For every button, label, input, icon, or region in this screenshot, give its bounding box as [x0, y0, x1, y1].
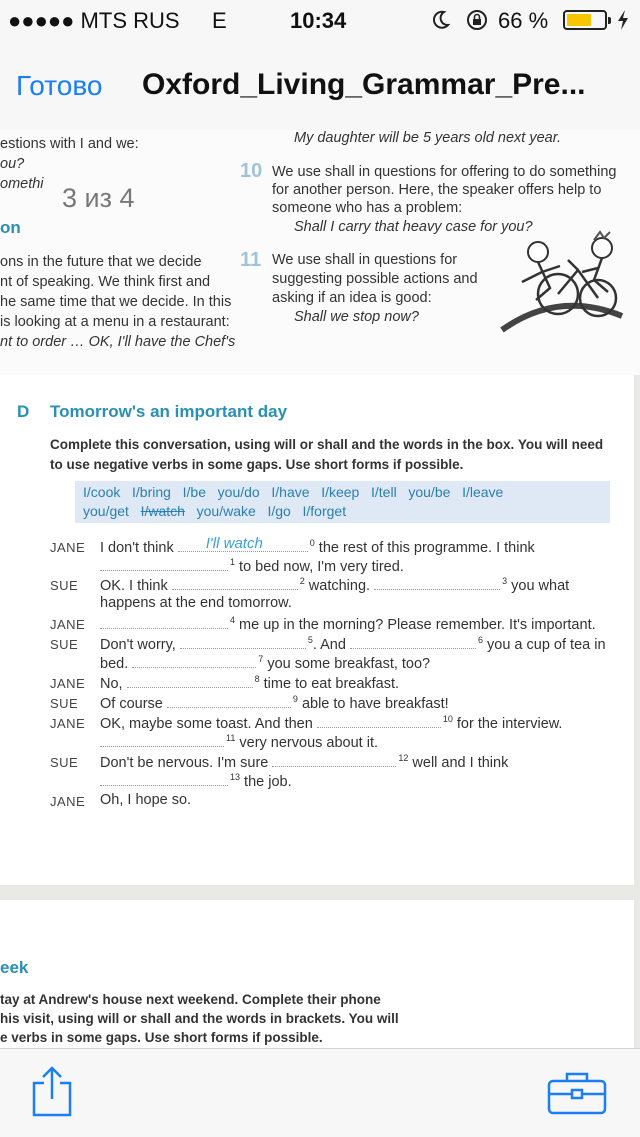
text-line: he same time that we decide. In this	[0, 294, 232, 310]
speaker: JANE	[50, 617, 86, 632]
word-item: I/be	[182, 484, 206, 500]
rule-number: 10	[240, 160, 263, 182]
speaker: SUE	[50, 696, 79, 711]
previous-page	[0, 130, 640, 375]
text-line: ons in the future that we decide	[0, 254, 202, 270]
gap-8[interactable]	[127, 675, 253, 688]
gap-1[interactable]	[100, 558, 228, 571]
rule-line: suggesting possible actions and	[272, 271, 478, 287]
rule-number: 11	[240, 249, 262, 271]
battery-percent: 66 %	[498, 8, 549, 33]
text-line: ou?	[0, 156, 25, 172]
gap-6[interactable]	[350, 636, 476, 649]
dialogue-line: $^4$ me up in the morning? Please remember. It's important.	[100, 615, 596, 633]
handwritten-answer: I'll watch	[205, 534, 263, 552]
word-box	[75, 481, 610, 523]
speaker: JANE	[50, 676, 86, 691]
dialogue-line: $^1$ to bed now, I'm very tired.	[100, 557, 404, 575]
gap-3[interactable]	[374, 577, 500, 590]
battery-icon	[563, 10, 607, 30]
word-item: you/be	[408, 484, 451, 500]
text-line: nt of speaking. We think first and	[0, 274, 211, 290]
word-item: I/forget	[302, 503, 347, 519]
dialogue	[0, 536, 634, 826]
gap-5[interactable]	[180, 636, 306, 649]
speaker: JANE	[50, 540, 86, 555]
gap-4[interactable]	[100, 616, 228, 629]
dialogue-line: I don't think I'll watch $^0$ the rest of this programme. I think	[100, 534, 535, 556]
instruction-line: to use negative verbs in some gaps. Use short forms if possible.	[50, 457, 464, 472]
moon-icon	[432, 10, 450, 30]
text-line: omethi	[0, 176, 44, 192]
gap-13[interactable]	[100, 773, 228, 786]
share-icon[interactable]	[30, 1065, 74, 1119]
word-item-crossed: I/watch	[140, 503, 185, 519]
done-button[interactable]: Готово	[16, 70, 103, 101]
rule-line: someone who has a problem:	[272, 200, 463, 216]
exercise-title: Tomorrow's an important day	[50, 402, 288, 421]
dialogue-line: OK, maybe some toast. And then $^{10}$ for the interview.	[100, 714, 563, 732]
word-box-row	[83, 484, 503, 500]
rule-line: We use shall in questions for	[272, 252, 458, 268]
gap-2[interactable]	[172, 577, 298, 590]
speaker: JANE	[50, 716, 86, 731]
next-page	[0, 900, 634, 1050]
example-line: Shall we stop now?	[294, 309, 419, 325]
dialogue-line: Of course $^9$ able to have breakfast!	[100, 694, 449, 712]
bottom-toolbar	[0, 1048, 640, 1137]
navigation-bar	[0, 40, 640, 131]
word-item: I/bring	[132, 484, 171, 500]
rotation-lock-icon	[466, 9, 488, 31]
exercise-letter: D	[17, 402, 30, 421]
rule-line: We use shall in questions for offering to do something	[272, 164, 617, 180]
word-item: I/cook	[83, 484, 121, 500]
section-heading: eek	[0, 958, 29, 977]
text-line: e verbs in some gaps. Use short forms if possible.	[0, 1030, 323, 1045]
dialogue-line: OK. I think $^2$ watching. $^3$ you what	[100, 576, 570, 594]
text-line: is looking at a menu in a restaurant:	[0, 314, 230, 330]
page-indicator: 3 из 4	[62, 183, 135, 213]
rule-line: for another person. Here, the speaker offers help to	[272, 182, 602, 198]
word-item: I/keep	[321, 484, 360, 500]
cyclists-illustration	[498, 230, 628, 340]
toolbox-icon[interactable]	[546, 1069, 608, 1117]
word-item: I/leave	[462, 484, 504, 500]
gap-10[interactable]	[317, 715, 441, 728]
status-bar	[0, 0, 640, 40]
word-item: you/wake	[196, 503, 256, 519]
text-line: tay at Andrew's house next weekend. Complete their phone	[0, 992, 381, 1007]
text-line: his visit, using will or shall and the words in brackets. You will	[0, 1011, 399, 1026]
speaker: JANE	[50, 794, 86, 809]
gap-9[interactable]	[167, 695, 291, 708]
document-title: Oxford_Living_Grammar_Pre...	[142, 68, 586, 101]
dialogue-line: $^{11}$ very nervous about it.	[100, 733, 378, 751]
gap-11[interactable]	[100, 734, 224, 747]
word-item: I/go	[267, 503, 291, 519]
speaker: SUE	[50, 755, 79, 770]
dialogue-line: Don't worry, $^5$. And $^6$ you a cup of tea in	[100, 635, 606, 653]
text-line: estions with I and we:	[0, 136, 139, 152]
text-line: nt to order … OK, I'll have the Chef's	[0, 334, 236, 350]
dialogue-line: Don't be nervous. I'm sure $^{12}$ well and I think	[100, 753, 509, 771]
clock: 10:34	[290, 8, 347, 33]
speaker: SUE	[50, 578, 79, 593]
carrier: ●●●●● MTS RUS	[8, 8, 180, 33]
example-line: Shall I carry that heavy case for you?	[294, 219, 533, 235]
word-item: I/have	[271, 484, 310, 500]
gap-12[interactable]	[272, 754, 396, 767]
word-box-row	[83, 503, 346, 519]
dialogue-line: bed. $^7$ you some breakfast, too?	[100, 654, 431, 672]
instruction-line: Complete this conversation, using will or shall and the words in the box. You will need	[50, 437, 604, 452]
word-item: I/tell	[371, 484, 397, 500]
charging-icon	[616, 9, 630, 31]
example-line: My daughter will be 5 years old next year.	[294, 130, 562, 146]
word-item: you/do	[217, 484, 260, 500]
speaker: SUE	[50, 637, 79, 652]
rule-line: asking if an idea is good:	[272, 290, 432, 306]
section-heading: on	[0, 218, 21, 237]
dialogue-line: happens at the end tomorrow.	[100, 595, 292, 611]
gap-0[interactable]	[178, 534, 308, 552]
gap-7[interactable]	[132, 655, 256, 668]
document-viewer[interactable]	[0, 130, 640, 1050]
word-item: you/get	[83, 503, 129, 519]
dialogue-line: No, $^8$ time to eat breakfast.	[100, 674, 400, 692]
dialogue-line: Oh, I hope so.	[100, 792, 192, 808]
dialogue-line: $^{13}$ the job.	[100, 772, 292, 790]
network-type: E	[212, 8, 227, 33]
